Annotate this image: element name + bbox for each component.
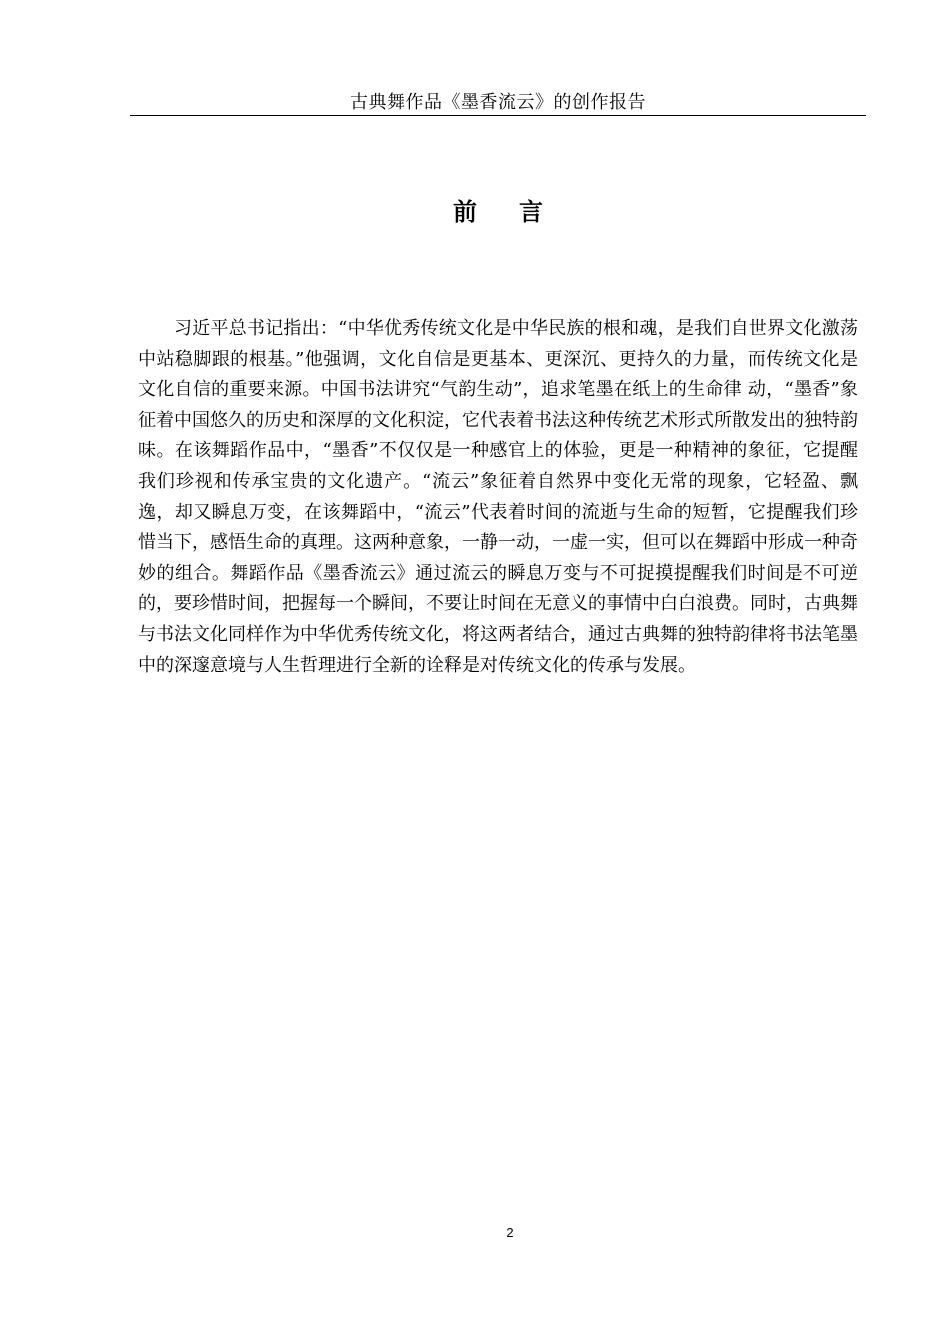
header-divider	[130, 115, 866, 116]
page-number: 2	[506, 1225, 514, 1240]
body-paragraph: 习近平总书记指出：“中华优秀传统文化是中华民族的根和魂，是我们自世界文化激荡中站稳脚跟的根基。”他强调，文化自信是更基本、更深沉、更持久的力量，而传统文化是文化自信的重要来源。中国书法讲究“气韵生动”，追求笔墨在纸上的生命律 动，“墨香”象征着中国悠久的历史和深厚的文化积淀，它代表着书法这种传统艺术形式所散发出的独特韵味。在该舞蹈作品中，“墨香”不仅仅是一种感官上的体验，更是一种精神的象征，它提醒我们珍视和传承宝贵的文化遗产。“流云”象征着自然界中变化无常的现象，它轻盈、飘逸，却又瞬息万变，在该舞蹈中，“流云”代表着时间的流逝与生命的短暂，它提醒我们珍惜当下，感悟生命的真理。这两种意象，一静一动，一虚一实，但可以在舞蹈中形成一种奇妙的组合。舞蹈作品《墨香流云》通过流云的瞬息万变与不可捉摸提醒我们时间是不可逆的，要珍惜时间，把握每一个瞬间，不要让时间在无意义的事情中白白浪费。同时，古典舞与书法文化同样作为中华优秀传统文化，将这两者结合，通过古典舞的独特韵律将书法笔墨中的深邃意境与人生哲理进行全新的诠释是对传统文化的传承与发展。	[138, 318, 858, 676]
running-header: 古典舞作品《墨香流云》的创作报告	[350, 92, 646, 113]
page-title: 前言	[453, 198, 585, 226]
